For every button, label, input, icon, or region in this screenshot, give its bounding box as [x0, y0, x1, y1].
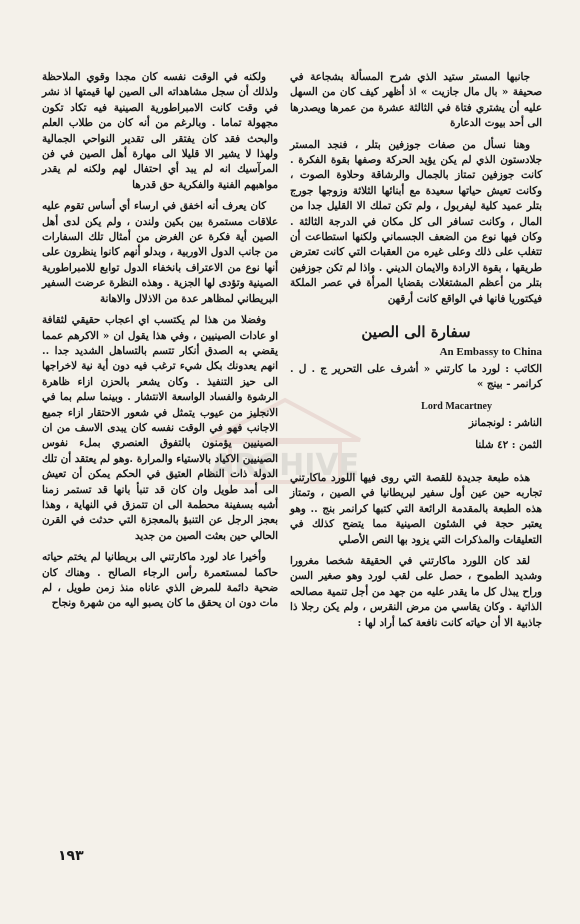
- section-heading-english: An Embassy to China: [439, 345, 542, 358]
- paragraph: وهنا نسأل من صفات جوزفين بتلر ، فنجد المستر جلادستون الذي لم يكن يؤيد الحركة وصفها بقوة الفكرة . كانت جوزفين تمتاز بالجمال والرشاقة وحلاوة الصوت ، وكانت تعيش حياتها سعيدة مع أبنائها الثلاثة وزوجها جورج بتلر عميد كلية ليفربول ، ولم تكن تملك الا القليل جدا من المال ، وكانت تسافر الى كل مكان في الدرجة الثالثة . وكان فيها نوع من الضعف الجسماني ولكنها استطاعت أن تتغلب على ذلك وعلى غيره من العقبات التي كانت تعترض طريقها ، بقوة الارادة والايمان الديني . واذا لم تكن جوزفين بتلر من أعظم المشتغلات بقضايا المرأة في عصر الملكة فيكتوريا فانها في الواقع كانت أرقهن: [290, 138, 542, 305]
- paragraph: وفضلا من هذا لم يكتسب اي اعجاب حقيقي لثقافة او عادات الصينيين ، وفي هذا يقول ان « الاكرهم عمما يقضي به الصدق أنكار تتسم بالتساهل الشديد جدا .. انهم يعدونك بكل شيء ترغب فيه دون أية نية لاخراجها الى حيز التنفيذ . وكان يشعر بالحزن ازاء ظاهرة الرشوة والفساد الواسعة الانتشار . وبينما سلم بما في الانجليز من عيوب يتمثل في شعور الاحتقار ازاء جميع الاجانب فهو في الوقت نفسه كان يبدى الاسف من ان الصينيين يؤمنون بالتفوق العنصري بملء نفوس الصينيين الاكياد بالاستياء والمرارة .وهو لم يعتقد أن تلك الدولة ذات النظام العتيق في الحكم يمكن أن تعيش الى أمد طويل وان كان قد تنبأ بانها قد تستمر زمنا أشبه بسفينة محطمة الى ان تتمزق في النهاية ، وهذا بعجز الرجل عن التنبؤ بالمعجزة التي حدثت في القرن الحالي حين بعثت الصين من جديد: [42, 314, 278, 542]
- price-line: الثمن : ٤٢ شلنا: [475, 438, 542, 451]
- section-heading: سفارة الى الصين: [361, 323, 471, 342]
- publisher-line: الناشر : لونجمانز: [468, 417, 542, 430]
- paragraph: هذه طبعة جديدة للقصة التي روى فيها اللورد ماكارتني تجاربه حين عين أول سفير لبريطانيا في الصين ، وتمتاز هذه الطبعة بالمقدمة الرائعة التي كتبها كرانمر بنج .. وهو يعتبر حجة في الشئون الصينية مما يتضح كذلك في التعليقات والمذكرات التي يزود بها النص الأصلي: [290, 471, 542, 546]
- paragraph: لقد كان اللورد ماكارتني في الحقيقة شخصا مغرورا وشديد الطموح ، حصل على لقب لورد وهو صغير السن وراح يبذل كل ما يقدر عليه من جهد من أجل تنمية مصالحه الذاتية . وكان يقاسي من مرض النقرس ، ولم يكن رجلا ذا جاذبية الا أن حياته كانت نافعة كما أراد لها :: [290, 554, 542, 629]
- paragraph: كان يعرف أنه اخفق في ارساء أي أساس تقوم عليه علاقات مستمرة بين بكين ولندن ، ولم يكن لدى أهل الصين أية فكرة عن الغرض من أمثال تلك السفارات من جانب الدول الاوربية ، وبدلو أنهم كانوا ينظرون على أنها نوع من الاعتراف بانخفاء الدول توابع للامبراطورية الصينية وتؤدى لها الجزية . وهذه النظرة عرضت السفير البريطاني لمظاهر عدة من الاذلال والاهانة: [42, 200, 278, 305]
- left-column: [42, 70, 278, 618]
- paragraph: وأخيرا عاد لورد ماكارتني الى بريطانيا لم يختم حياته حاكما لمستعمرة رأس الرجاء الصالح . وهناك كان ضحية دائمة للمرض الذي عاناه منذ زمن طويل ، لم مات دون ان يحقق ما كان يصبو اليه من شهرة ونجاح: [42, 551, 278, 610]
- page-number: ١٩٣: [58, 848, 84, 864]
- paragraph: جانبها المستر ستيد الذي شرح المسألة بشجاعة في صحيفة « بال مال جازيت » اذ أظهر كيف كان من السهل عليه أن يشتري فتاة في الثالثة عشرة من عمرها ويصدرها الى أحد بيوت الدعارة: [290, 71, 542, 130]
- svg-text:ARCHIVE: ARCHIVE: [210, 448, 360, 483]
- right-column: [290, 70, 542, 637]
- author-line: الكاتب : لورد ما كارتني « أشرف على التحرير ج . ل . كرانمر - بينج »: [290, 362, 542, 391]
- paragraph: ولكنه في الوقت نفسه كان مجدا وقوي الملاحظة ولذلك أن سجل مشاهداته الى الصين لها قيمتها اذ نشر في وقت كانت الامبراطورية الصينية فيه تكاد تكون مجهولة تماما . وبالرغم من أنه كان من طلاب العلم والبحث فقد كان يفتقر الى تقدير النواحي الجمالية ولهذا لا يشير الا قليلا الى مهارة أهل الصين في فن المرآسيك انه لم يبد أي احتفال لهم ولكنه لم يقدر مواهبهم الفنية والفكرية حق قدرها: [42, 71, 278, 191]
- author-name-english: Lord Macartney: [421, 400, 492, 412]
